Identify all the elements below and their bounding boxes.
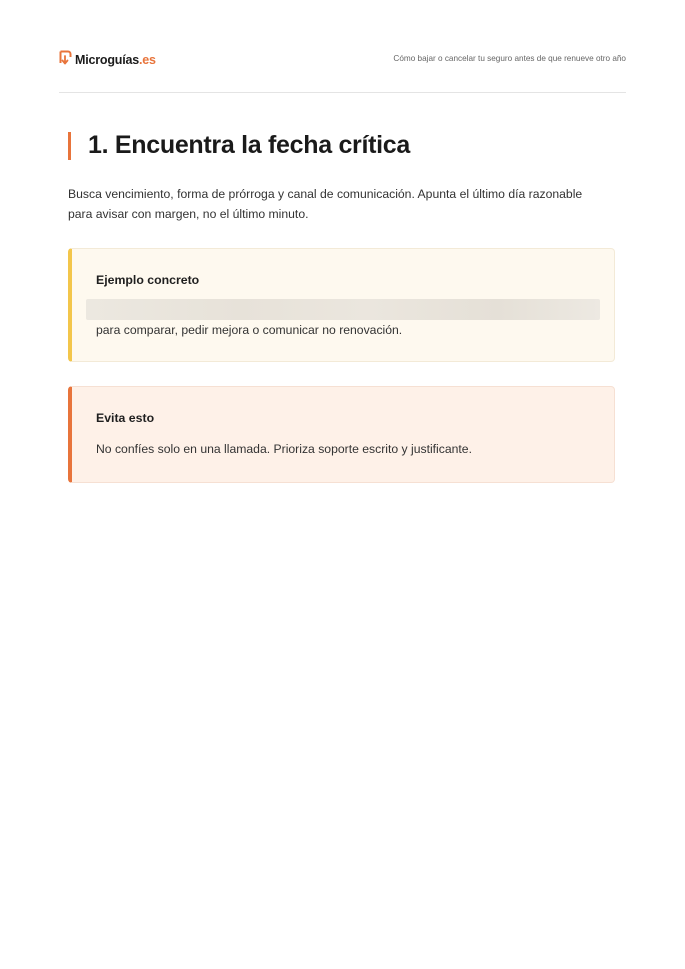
- document-caption: Cómo bajar o cancelar tu seguro antes de que renueve otro año: [393, 54, 626, 63]
- brand-logo[interactable]: [59, 50, 156, 67]
- example-callout: [68, 248, 615, 362]
- logo-arrow-icon: [59, 50, 72, 67]
- brand-tld: .es: [139, 52, 156, 67]
- warning-callout-text: No confíes solo en una llamada. Prioriza soporte escrito y justificante.: [96, 442, 472, 456]
- warning-callout: [68, 386, 615, 483]
- section-intro: Busca vencimiento, forma de prórroga y canal de comunicación. Apunta el último día razonable para avisar con margen, no el último minuto.: [68, 187, 583, 221]
- example-callout-heading: Ejemplo concreto: [96, 273, 200, 287]
- section-heading: [68, 131, 410, 160]
- redacted-text-line: [86, 299, 600, 320]
- section-title: 1. Encuentra la fecha crítica: [88, 131, 411, 159]
- example-callout-text: para comparar, pedir mejora o comunicar no renovación.: [96, 323, 403, 337]
- header-divider: [59, 92, 626, 93]
- brand-name: [75, 53, 156, 67]
- page-header: [59, 50, 626, 72]
- brand-name-main: Microguías: [75, 52, 139, 67]
- title-accent-bar: [68, 132, 71, 160]
- warning-callout-heading: Evita esto: [96, 411, 155, 425]
